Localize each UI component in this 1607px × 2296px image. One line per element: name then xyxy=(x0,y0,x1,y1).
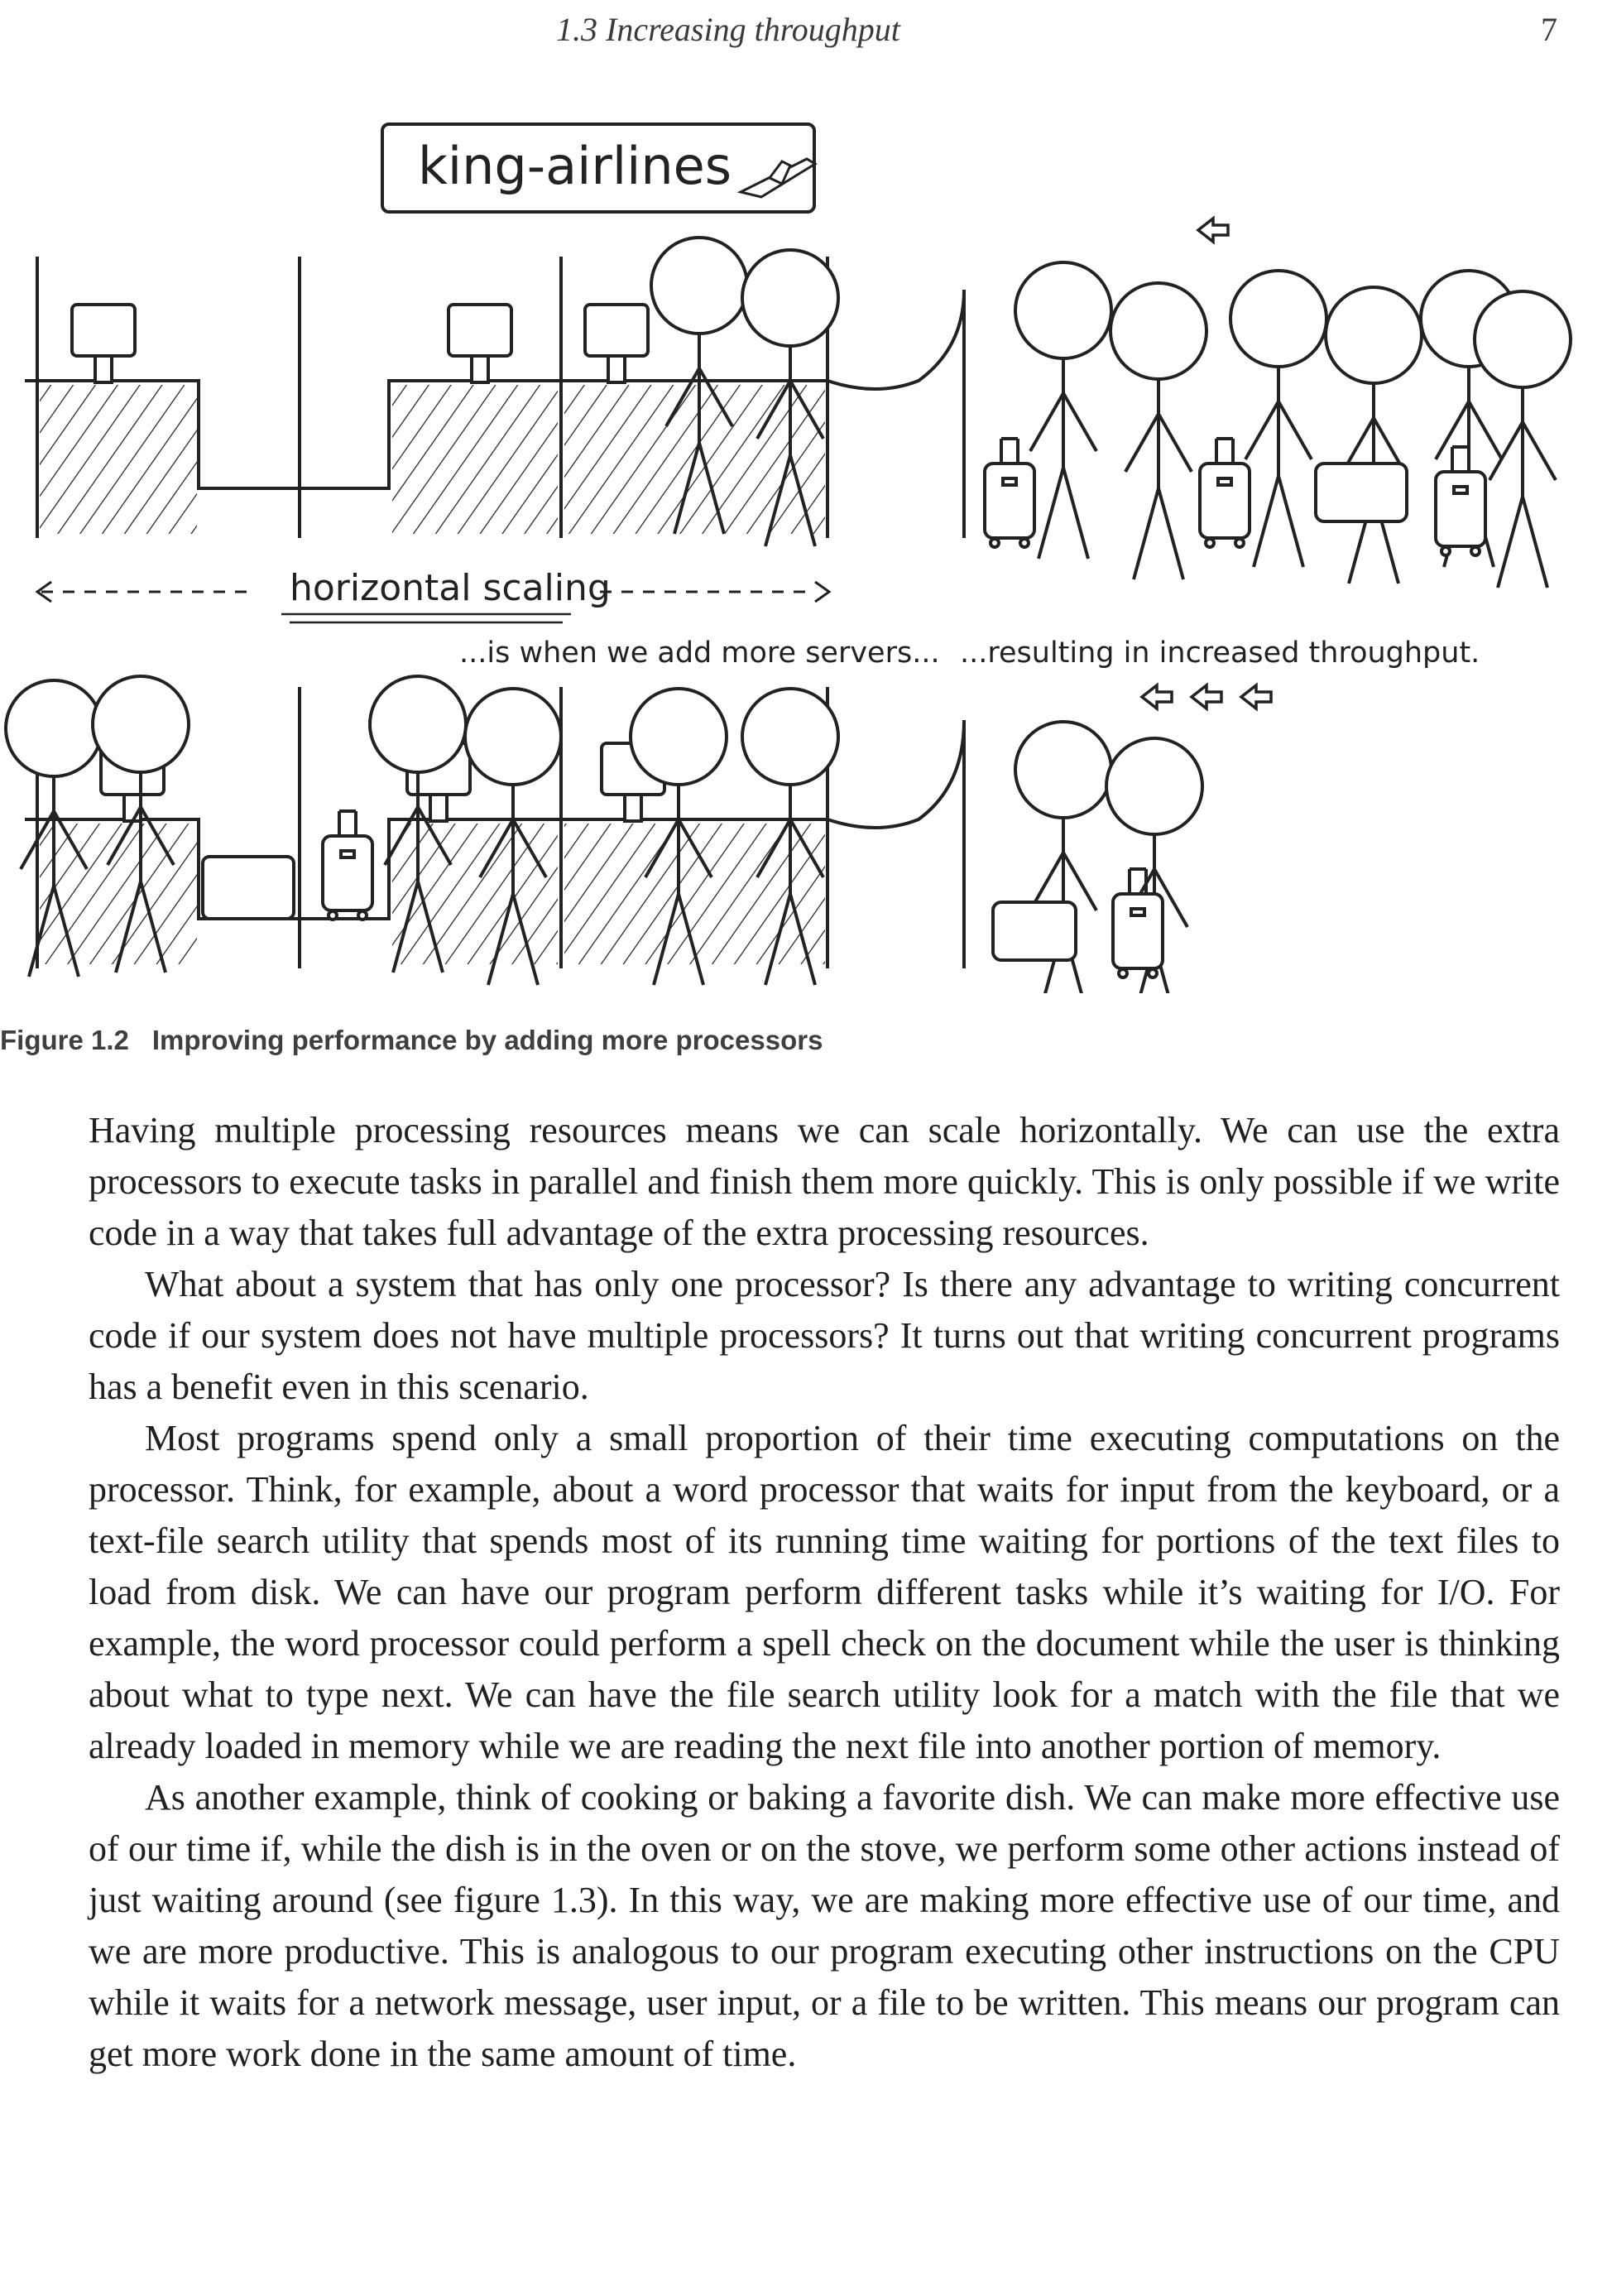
left-arrow-icon xyxy=(1198,219,1228,242)
bottom-waiting-queue xyxy=(827,720,1202,993)
airline-checkin-drawing xyxy=(0,108,1607,993)
bottom-checkin-counters xyxy=(6,676,838,985)
figure-caption-text: Improving performance by adding more processors xyxy=(151,1025,823,1055)
paragraph: Having multiple processing resources means we can scale horizontally. We can use the extra processors to execute tasks in parallel and finish them more quickly. This is only possible if we write code in a way that takes full advantage of the extra processing resources. xyxy=(89,1110,1560,1253)
body-text xyxy=(89,1105,1560,2080)
running-header xyxy=(0,3,1607,53)
left-arrow-icon xyxy=(1142,685,1172,708)
left-arrow-icon xyxy=(1192,685,1221,708)
sign-text: king-airlines xyxy=(418,136,732,196)
section-title: 1.3 Increasing throughput xyxy=(556,11,900,48)
left-arrow-icon xyxy=(1241,685,1271,708)
figure-caption xyxy=(0,1025,823,1056)
figure-number: Figure 1.2 xyxy=(0,1025,129,1055)
paragraph: As another example, think of cooking or baking a favorite dish. We can make more effective use of our time if, while the dish is in the oven or on the stove, we perform some other actions instead of just waiting around (see figure 1.3). In this way, we are making more effective use of our time, and we are more productive. This is analogous to our program executing other instructions on the CPU while it waits for a network message, user input, or a file to be written. This means our program can get more work done in the same amount of time. xyxy=(89,1777,1560,2074)
paragraph: Most programs spend only a small proportion of their time executing computations on the processor. Think, for example, about a word processor that waits for input from the keyboard, or a text-file search utility that spends most of its running time waiting for portions of the text files to load from disk. We can have our program perform different tasks while it’s waiting for I/O. For example, the word processor could perform a spell check on the document while the user is thinking about what to type next. We can have the file search utility look for a match with the file that we already loaded in memory while we are reading the next file into another portion of memory. xyxy=(89,1418,1560,1766)
airline-sign xyxy=(382,124,815,212)
top-checkin-counters xyxy=(25,238,838,546)
figure-illustration xyxy=(0,108,1607,993)
scaling-label: horizontal scaling xyxy=(290,567,611,609)
page-number: 7 xyxy=(1541,11,1557,48)
servers-caption: ...is when we add more servers... xyxy=(459,636,940,670)
paragraph: What about a system that has only one processor? Is there any advantage to writing concurrent code if our system does not have multiple processors? It turns out that writing concurrent programs has a benefit even in this scenario. xyxy=(89,1264,1560,1407)
throughput-caption: ...resulting in increased throughput. xyxy=(960,636,1480,670)
top-waiting-queue xyxy=(827,219,1571,588)
scaling-annotation xyxy=(37,567,1480,708)
